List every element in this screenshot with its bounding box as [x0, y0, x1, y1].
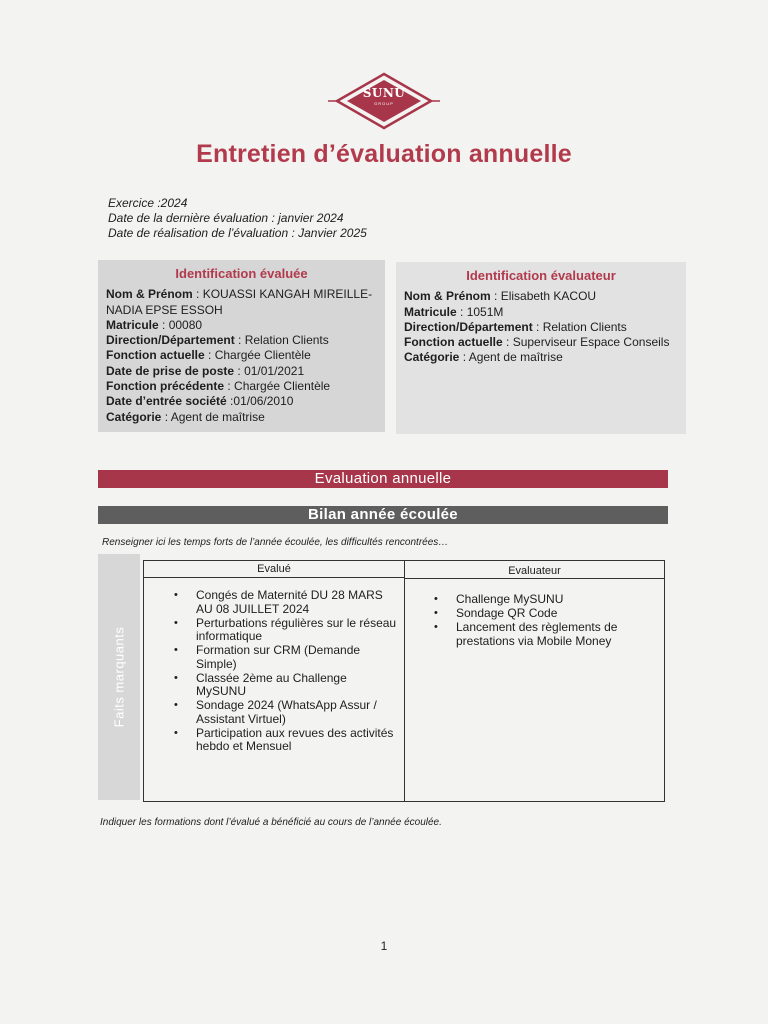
- id-row: [404, 350, 678, 365]
- id-row: [404, 335, 678, 350]
- id-row-value: Agent de maîtrise: [468, 350, 563, 365]
- id-row: [106, 364, 377, 379]
- id-row-value: Chargée Clientèle: [234, 379, 331, 394]
- id-row-separator: :: [158, 317, 169, 332]
- id-row: [106, 410, 377, 425]
- id-row: [106, 394, 377, 409]
- id-row-separator: :: [456, 304, 467, 319]
- list-item: • Sondage QR Code: [432, 607, 660, 621]
- id-row-value: KOUASSI KANGAH MIREILLE-NADIA EPSE ESSOH: [106, 287, 373, 317]
- id-row-label: Matricule: [404, 304, 457, 319]
- identification-evaluee-box: [98, 260, 385, 432]
- list-item: • Formation sur CRM (Demande Simple): [172, 644, 398, 671]
- evaluateur-column: [405, 561, 664, 801]
- id-row: [404, 320, 678, 335]
- logo-subtext: GROUP: [374, 101, 394, 106]
- page-number: 1: [380, 939, 388, 953]
- list-item: • Sondage 2024 (WhatsApp Assur / Assistant Virtuel): [172, 699, 398, 726]
- id-row-label: Direction/Département: [106, 333, 235, 348]
- id-row-label: Fonction précédente: [106, 379, 225, 394]
- id-row-label: Direction/Département: [404, 319, 533, 334]
- meta-date-realisation: Date de réalisation de l’évaluation : Janvier 2025: [108, 226, 367, 240]
- id-row-separator: :: [226, 394, 234, 409]
- id-row: [404, 305, 678, 320]
- id-row-separator: :: [459, 350, 469, 365]
- list-item: • Challenge MySUNU: [432, 593, 660, 607]
- id-row-separator: :: [161, 409, 171, 424]
- id-row: [106, 318, 377, 333]
- evaluateur-items-list: [432, 593, 660, 649]
- id-row: [106, 379, 377, 394]
- sunu-logo: [328, 72, 440, 130]
- id-row-separator: :: [532, 319, 543, 334]
- id-row-label: Nom & Prénom: [404, 289, 491, 304]
- evalue-items-list: [172, 589, 398, 754]
- meta-derniere-evaluation: Date de la dernière évaluation : janvier 2024: [108, 211, 344, 225]
- bilan-annee-band: Bilan année écoulée: [98, 506, 668, 524]
- list-item: • Lancement des règlements de prestations via Mobile Money: [432, 621, 660, 648]
- evalue-column: [144, 561, 405, 801]
- id-row-value: Elisabeth KACOU: [500, 289, 597, 304]
- id-row-label: Nom & Prénom: [106, 287, 193, 302]
- id-row-value: Chargée Clientèle: [214, 348, 311, 363]
- id-row-separator: :: [224, 379, 235, 394]
- faits-marquants-table: [143, 560, 665, 802]
- formations-instruction: Indiquer les formations dont l’évalué a bénéficié au cours de l’année écoulée.: [100, 817, 442, 828]
- id-row-value: Superviseur Espace Conseils: [512, 335, 670, 350]
- id-row-value: Agent de maîtrise: [170, 409, 265, 424]
- id-row-label: Date de prise de poste: [106, 363, 235, 378]
- bilan-instruction: Renseigner ici les temps forts de l’année écoulée, les difficultés rencontrées…: [102, 537, 449, 548]
- id-row-separator: :: [234, 363, 245, 378]
- faits-marquants-label: Faits marquants: [111, 626, 127, 728]
- id-row-label: Date d’entrée société: [106, 394, 227, 409]
- id-row: [404, 289, 678, 304]
- id-row-label: Catégorie: [106, 409, 162, 424]
- id-row-separator: :: [204, 348, 215, 363]
- evaluation-annuelle-band: Evaluation annuelle: [98, 470, 668, 488]
- id-row-label: Catégorie: [404, 350, 460, 365]
- identification-evaluee-rows: [106, 287, 377, 425]
- id-row-value: 1051M: [466, 304, 504, 319]
- list-item: • Perturbations régulières sur le réseau informatique: [172, 617, 398, 644]
- list-item: • Congés de Maternité DU 28 MARS AU 08 JUILLET 2024: [172, 589, 398, 616]
- evaluateur-column-header: Evaluateur: [405, 564, 664, 579]
- id-row-value: Relation Clients: [542, 319, 627, 334]
- id-row-separator: :: [192, 287, 203, 302]
- id-row-value: Relation Clients: [244, 333, 329, 348]
- identification-evaluateur-box: [396, 262, 686, 434]
- id-row-separator: :: [490, 289, 501, 304]
- logo-text: SUNU: [362, 86, 406, 100]
- id-row-value: 01/01/2021: [244, 363, 305, 378]
- id-row-label: Fonction actuelle: [106, 348, 205, 363]
- identification-evaluateur-rows: [404, 289, 678, 365]
- list-item: • Classée 2ème au Challenge MySUNU: [172, 672, 398, 699]
- identification-evaluateur-heading: Identification évaluateur: [466, 268, 616, 283]
- evaluation-meta: [108, 196, 367, 241]
- meta-exercice: Exercice :2024: [108, 196, 188, 210]
- id-row-value: 01/06/2010: [233, 394, 294, 409]
- id-row-label: Matricule: [106, 317, 159, 332]
- id-row-separator: :: [234, 333, 245, 348]
- id-row-label: Fonction actuelle: [404, 335, 503, 350]
- faits-marquants-side: [98, 554, 140, 800]
- id-row-separator: :: [502, 335, 513, 350]
- id-row: [106, 287, 377, 318]
- id-row: [106, 348, 377, 363]
- identification-evaluee-heading: Identification évaluée: [175, 266, 308, 281]
- page-title: Entretien d’évaluation annuelle: [196, 140, 572, 168]
- list-item: • Participation aux revues des activités hebdo et Mensuel: [172, 727, 398, 754]
- evalue-column-header: Evalué: [144, 561, 404, 578]
- id-row: [106, 333, 377, 348]
- id-row-value: 00080: [168, 317, 203, 332]
